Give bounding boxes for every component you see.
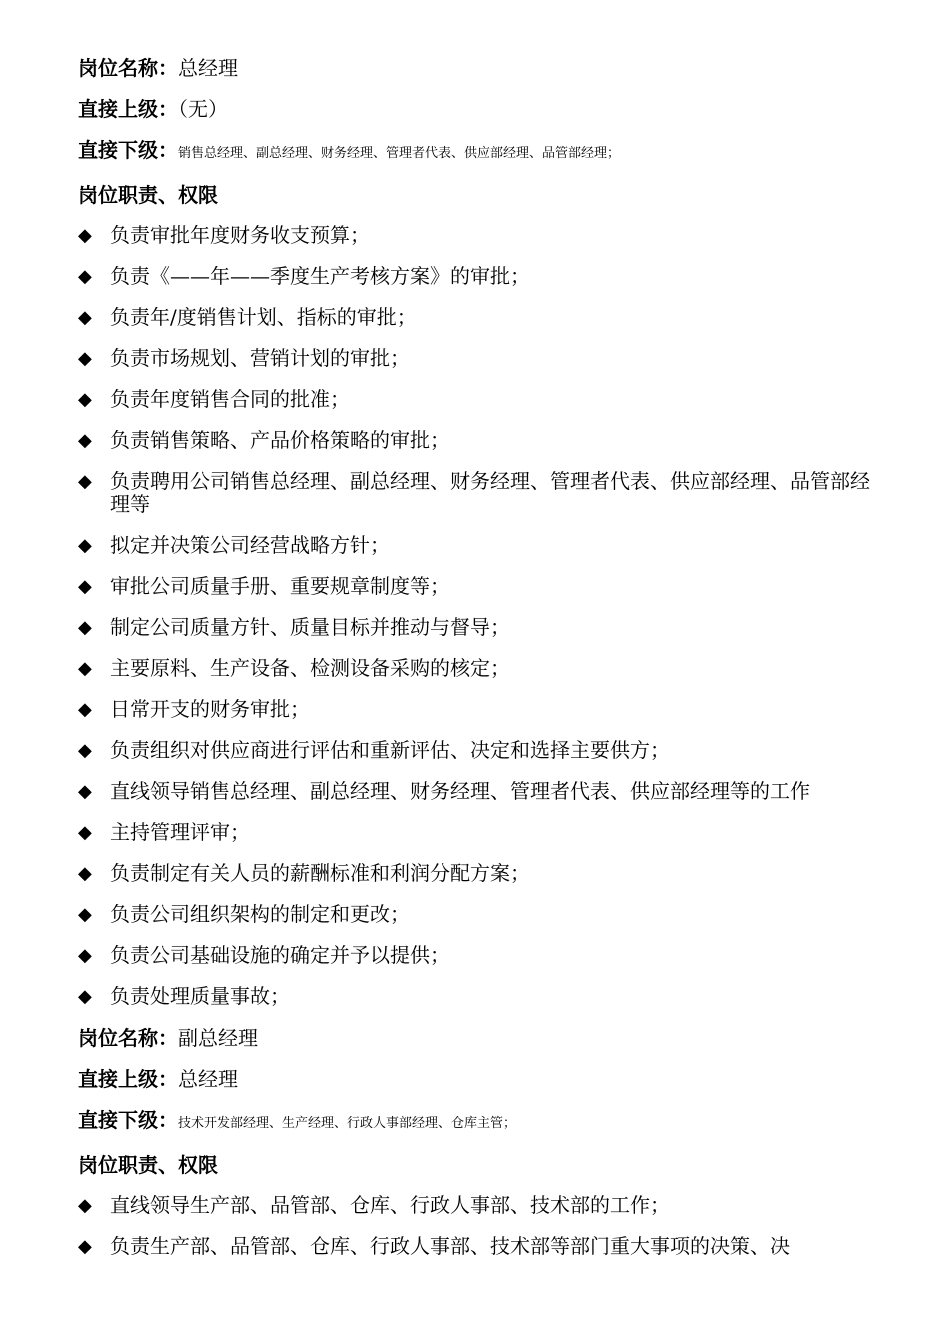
duty-item xyxy=(78,534,888,557)
direct-superior-label: 直接上级： xyxy=(78,97,178,121)
duty-item xyxy=(78,657,888,680)
diamond-bullet-icon: ◆ xyxy=(78,535,92,556)
diamond-bullet-icon: ◆ xyxy=(78,266,92,287)
duties-heading: 岗位职责、权限 xyxy=(78,1153,218,1177)
direct-superior-value: （无） xyxy=(178,97,228,121)
duty-item xyxy=(78,1194,888,1217)
direct-subordinate-row xyxy=(78,1108,888,1136)
diamond-bullet-icon: ◆ xyxy=(78,740,92,761)
duty-text: 日常开支的财务审批； xyxy=(110,697,310,721)
duty-item xyxy=(78,1235,888,1258)
duty-item xyxy=(78,944,888,967)
diamond-bullet-icon: ◆ xyxy=(78,658,92,679)
direct-superior-row xyxy=(78,97,888,121)
duty-text: 负责组织对供应商进行评估和重新评估、决定和选择主要供方； xyxy=(110,738,670,762)
position-name-value: 副总经理 xyxy=(178,1026,258,1050)
position-name-row xyxy=(78,1026,888,1050)
diamond-bullet-icon: ◆ xyxy=(78,781,92,802)
duties-list xyxy=(78,1194,888,1258)
diamond-bullet-icon: ◆ xyxy=(78,225,92,246)
duty-item xyxy=(78,429,888,452)
duty-text: 主持管理评审； xyxy=(110,820,250,844)
duty-text: 负责审批年度财务收支预算； xyxy=(110,223,370,247)
position-name-label: 岗位名称： xyxy=(78,1026,178,1050)
diamond-bullet-icon: ◆ xyxy=(78,863,92,884)
duty-item xyxy=(78,575,888,598)
duty-item xyxy=(78,985,888,1008)
duty-item xyxy=(78,903,888,926)
duty-text: 负责年/度销售计划、指标的审批； xyxy=(110,305,417,329)
diamond-bullet-icon: ◆ xyxy=(78,389,92,410)
direct-subordinate-value: 技术开发部经理、生产经理、行政人事部经理、仓库主管； xyxy=(178,1116,517,1131)
position-name-label: 岗位名称： xyxy=(78,56,178,80)
duty-text: 负责处理质量事故； xyxy=(110,984,290,1008)
duty-item xyxy=(78,780,888,803)
diamond-bullet-icon: ◆ xyxy=(78,617,92,638)
duty-text: 主要原料、生产设备、检测设备采购的核定； xyxy=(110,656,510,680)
duty-text: 审批公司质量手册、重要规章制度等； xyxy=(110,574,450,598)
direct-superior-value: 总经理 xyxy=(178,1067,238,1091)
diamond-bullet-icon: ◆ xyxy=(78,307,92,328)
duty-item xyxy=(78,224,888,247)
duty-item xyxy=(78,265,888,288)
duty-item xyxy=(78,388,888,411)
diamond-bullet-icon: ◆ xyxy=(78,1195,92,1216)
diamond-bullet-icon: ◆ xyxy=(78,986,92,1007)
duty-text: 负责销售策略、产品价格策略的审批； xyxy=(110,428,450,452)
duty-item xyxy=(78,306,888,329)
direct-subordinate-label: 直接下级： xyxy=(78,138,178,162)
direct-subordinate-label: 直接下级： xyxy=(78,1108,178,1132)
duty-text: 负责《——年——季度生产考核方案》的审批； xyxy=(110,264,530,288)
duty-item xyxy=(78,821,888,844)
duty-item xyxy=(78,347,888,370)
duty-text: 拟定并决策公司经营战略方针； xyxy=(110,533,390,557)
duty-text: 直线领导生产部、品管部、仓库、行政人事部、技术部的工作； xyxy=(110,1193,670,1217)
duties-heading: 岗位职责、权限 xyxy=(78,183,218,207)
duty-item xyxy=(78,470,888,516)
diamond-bullet-icon: ◆ xyxy=(78,822,92,843)
document-page xyxy=(78,56,888,1276)
direct-superior-label: 直接上级： xyxy=(78,1067,178,1091)
duty-text: 负责生产部、品管部、仓库、行政人事部、技术部等部门重大事项的决策、决 xyxy=(110,1234,790,1258)
duty-text: 负责公司基础设施的确定并予以提供； xyxy=(110,943,450,967)
duty-text: 负责年度销售合同的批准； xyxy=(110,387,350,411)
duty-item xyxy=(78,862,888,885)
duty-text: 负责公司组织架构的制定和更改； xyxy=(110,902,410,926)
diamond-bullet-icon: ◆ xyxy=(78,904,92,925)
position-name-value: 总经理 xyxy=(178,56,238,80)
duty-text: 负责制定有关人员的薪酬标准和利润分配方案； xyxy=(110,861,530,885)
duty-item xyxy=(78,698,888,721)
duty-text: 直线领导销售总经理、副总经理、财务经理、管理者代表、供应部经理等的工作 xyxy=(110,779,810,803)
duty-text: 负责聘用公司销售总经理、副总经理、财务经理、管理者代表、供应部经理、品管部经理等 xyxy=(110,469,870,516)
job-section-general-manager xyxy=(78,56,888,1008)
diamond-bullet-icon: ◆ xyxy=(78,576,92,597)
diamond-bullet-icon: ◆ xyxy=(78,430,92,451)
duty-text: 负责市场规划、营销计划的审批； xyxy=(110,346,410,370)
direct-subordinate-row xyxy=(78,138,888,166)
diamond-bullet-icon: ◆ xyxy=(78,348,92,369)
diamond-bullet-icon: ◆ xyxy=(78,1236,92,1257)
diamond-bullet-icon: ◆ xyxy=(78,699,92,720)
duty-item xyxy=(78,739,888,762)
position-name-row xyxy=(78,56,888,80)
duty-item xyxy=(78,616,888,639)
diamond-bullet-icon: ◆ xyxy=(78,471,92,492)
direct-superior-row xyxy=(78,1067,888,1091)
duty-text: 制定公司质量方针、质量目标并推动与督导； xyxy=(110,615,510,639)
job-section-deputy-general-manager xyxy=(78,1026,888,1258)
diamond-bullet-icon: ◆ xyxy=(78,945,92,966)
duties-list xyxy=(78,224,888,1008)
direct-subordinate-value: 销售总经理、副总经理、财务经理、管理者代表、供应部经理、品管部经理； xyxy=(178,146,621,161)
